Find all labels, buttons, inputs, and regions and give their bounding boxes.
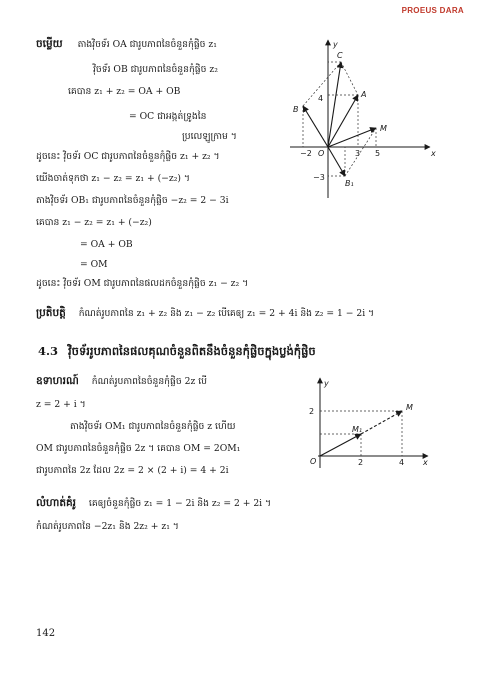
section-number: 4.3 [38,344,59,358]
practice-line-1 [36,497,271,510]
fig1-point-B1: B₁ [345,179,354,188]
practice-text-1: គេឲ្យចំនួនកុំផ្លិច z₁ = 1 − 2i និង z₂ = 2 + 2i ។ [88,498,272,509]
answer-line-11: = OM [80,259,108,270]
answer-line-3: គេបាន z₁ + z₂ = OA + OB [68,86,181,97]
fig2-tick-2y: 2 [309,407,315,416]
fig1-tick-4: 4 [318,94,324,103]
example-line-3: តាងវ៉ិចទ័រ OM₁ ជារូបភាពនៃចំនួនកុំផ្លិច z ហើយ [70,421,236,432]
exercise-line [36,307,374,320]
fig1-vectors [303,62,376,176]
answer-line-7: យើងចាត់ទុកថា z₁ − z₂ = z₁ + (−z₂) ។ [36,173,190,184]
fig1-tick-5: 5 [375,149,381,158]
page-number: 142 [36,628,56,639]
fig1-point-A: A [361,90,367,99]
answer-label: ចម្លើយ [36,38,63,50]
vector-M1M [361,411,402,434]
answer-text-1: តាងវ៉ិចទ័រ OA ជារូបភាពនៃចំនួនកុំផ្លិច z₁ [77,39,217,50]
answer-line-6: ដូចនេះ វ៉ិចទ័រ OC ជារូបភាពនៃចំនួនកុំផ្លិច z₁ + z₂ ។ [36,151,220,162]
answer-line-5: ប្រលេឡូក្រាម ។ [182,131,237,142]
fig2-tick-4x: 4 [399,458,405,467]
fig1-tick-neg2: −2 [300,149,312,158]
fig1-point-M: M [380,124,387,133]
answer-line-1 [36,38,217,51]
header-brand: PROEUS DARA [401,6,464,15]
fig1-point-B: B [293,105,299,114]
answer-line-12: ដូចនេះ វ៉ិចទ័រ OM ជារូបភាពនៃផលដកចំនួនកុំផ្លិច z₁ − z₂ ។ [36,278,249,289]
vector-OB [303,106,328,147]
exercise-text: កំណត់រូបភាពនៃ z₁ + z₂ និង z₁ − z₂ បើគេឲ្យ z₁ = 2 + 4i និង z₂ = 1 − 2i ។ [78,308,375,319]
fig2-tick-2x: 2 [358,458,364,467]
practice-label: លំហាត់គំរូ [36,497,76,509]
fig2-point-M1: M₁ [352,425,363,434]
fig2-y-label: y [324,379,329,388]
vector-OM [328,128,376,147]
example-line-4: OM ជារូបភាពនៃចំនួនកុំផ្លិច 2z ។ គេបាន OM = 2OM₁ [36,443,241,454]
exercise-label: ប្រតិបត្តិ [36,307,66,319]
vector-OM1 [320,434,361,456]
fig2-x-label: x [423,458,428,467]
fig1-y-label: y [333,40,338,49]
example-label: ឧទាហរណ៍ [36,375,79,387]
example-line-2: z = 2 + i ។ [36,399,86,410]
answer-line-10: = OA + OB [80,239,133,250]
fig1-point-C: C [337,51,343,60]
example-line-5: ជារូបភាពនៃ 2z ដែល 2z = 2 × (2 + i) = 4 + 2i [36,465,229,476]
fig1-guides [303,62,376,176]
figure-1 [282,36,442,201]
fig1-x-label: x [431,149,436,158]
section-heading [38,344,316,361]
practice-line-2: កំណត់រូបភាពនៃ −2z₁ និង 2z₂ + z₁ ។ [36,521,179,532]
example-line-1 [36,375,207,388]
fig1-origin: O [318,149,325,158]
fig2-point-M: M [406,403,413,412]
section-title: វ៉ិចទ័ររូបភាពនៃផលគុណចំនួនពិតនឹងចំនួនកុំផ្លិចក្នុងប្លង់កុំផ្លិច [68,344,316,358]
example-text-1: កំណត់រូបភាពនៃចំនួនកុំផ្លិច 2z បើ [91,376,207,387]
answer-line-4: = OC ជាអង្កត់ទ្រូងនៃ [129,111,207,122]
answer-line-8: តាងវ៉ិចទ័រ OB₁ ជារូបភាពនៃចំនួនកុំផ្លិច −z₂ = 2 − 3i [36,195,229,206]
fig2-origin: O [310,457,317,466]
answer-line-9: គេបាន z₁ − z₂ = z₁ + (−z₂) [36,217,152,228]
vector-OB1 [328,147,345,176]
figure-2 [296,374,432,470]
fig1-tick-neg3: −3 [313,173,325,182]
fig1-tick-3: 3 [355,149,361,158]
answer-line-2: វ៉ិចទ័រ OB ជារូបភាពនៃចំនួនកុំផ្លិច z₂ [93,64,218,75]
